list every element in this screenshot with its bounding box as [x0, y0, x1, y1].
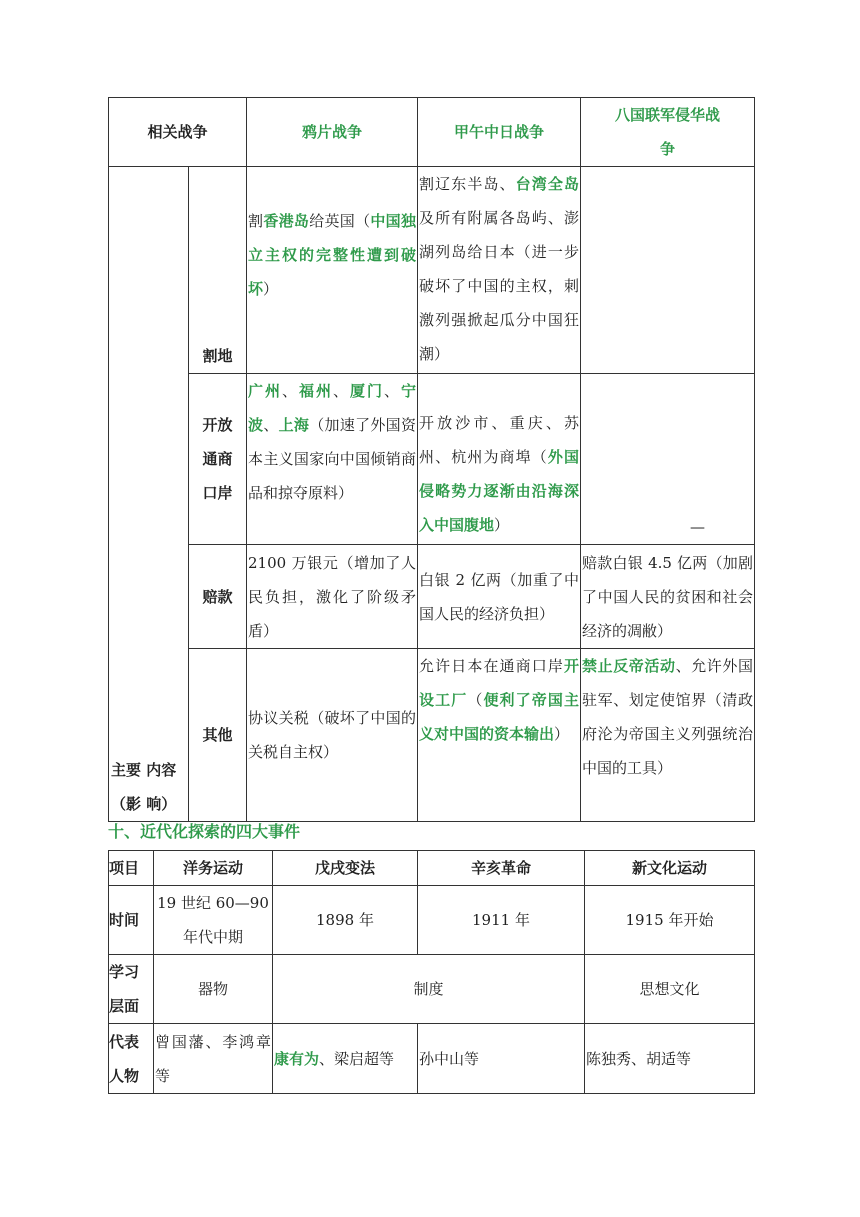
- header-self-strengthening: 洋务运动: [154, 851, 273, 886]
- row-label-ports: 开放通商口岸: [189, 374, 247, 545]
- cede-opium: 割香港岛给英国（中国独立主权的完整性遭到破坏）: [247, 167, 418, 374]
- level-institution: 制度: [273, 955, 585, 1024]
- people-revolution: 孙中山等: [418, 1024, 585, 1094]
- row-label-indemnity: 赔款: [189, 545, 247, 649]
- other-sino-japanese: 允许日本在通商口岸开设工厂（便利了帝国主义对中国的资本输出）: [418, 649, 581, 822]
- header-revolution: 辛亥革命: [418, 851, 585, 886]
- header-reform: 戊戌变法: [273, 851, 418, 886]
- cede-sino-japanese: 割辽东半岛、台湾全岛及所有附属各岛屿、澎湖列岛给日本（进一步破坏了中国的主权，刺激列强掀起瓜分中国狂潮）: [418, 167, 581, 374]
- row-label-time: 时间: [109, 886, 154, 955]
- row-label-level: 学习层面: [109, 955, 154, 1024]
- header-opium-war: 鸦片战争: [247, 98, 418, 167]
- other-eight-nation: 禁止反帝活动、允许外国驻军、划定使馆界（清政府沦为帝国主义列强统治中国的工具）: [581, 649, 755, 822]
- header-sino-japanese-war: 甲午中日战争: [418, 98, 581, 167]
- time-self-strengthening: 19 世纪 60—90 年代中期: [154, 886, 273, 955]
- war-treaty-table: [108, 97, 755, 822]
- people-new-culture: 陈独秀、胡适等: [585, 1024, 755, 1094]
- people-reform: 康有为、梁启超等: [273, 1024, 418, 1094]
- people-self-strengthening: 曾国藩、李鸿章等: [154, 1024, 273, 1094]
- indemnity-sino-japanese: 白银 2 亿两（加重了中国人民的经济负担）: [418, 545, 581, 649]
- indemnity-opium: 2100 万银元（增加了人民负担，激化了阶级矛盾）: [247, 545, 418, 649]
- section-title: 十、近代化探索的四大事件: [108, 822, 301, 841]
- header-related-war: 相关战争: [109, 98, 247, 167]
- row-label-cede: 割地: [189, 167, 247, 374]
- header-item: 项目: [109, 851, 154, 886]
- ports-opium: 广州、福州、厦门、宁波、上海（加速了外国资本主义国家向中国倾销商品和掠夺原料）: [247, 374, 418, 545]
- row-label-other: 其他: [189, 649, 247, 822]
- header-new-culture: 新文化运动: [585, 851, 755, 886]
- indemnity-eight-nation: 赔款白银 4.5 亿两（加剧了中国人民的贫困和社会经济的凋敝）: [581, 545, 755, 649]
- header-eight-nation-war: 八国联军侵华战争: [581, 98, 755, 167]
- cede-eight-nation: [581, 167, 755, 374]
- other-opium: 协议关税（破坏了中国的关税自主权）: [247, 649, 418, 822]
- modernization-table: [108, 850, 755, 1094]
- time-new-culture: 1915 年开始: [585, 886, 755, 955]
- time-reform: 1898 年: [273, 886, 418, 955]
- ports-eight-nation: —: [581, 374, 755, 545]
- level-new-culture: 思想文化: [585, 955, 755, 1024]
- ports-sino-japanese: 开放沙市、重庆、苏州、杭州为商埠（外国侵略势力逐渐由沿海深入中国腹地）: [418, 374, 581, 545]
- main-content-label: 主要 内容（影 响）: [109, 167, 189, 822]
- level-self-strengthening: 器物: [154, 955, 273, 1024]
- time-revolution: 1911 年: [418, 886, 585, 955]
- row-label-people: 代表人物: [109, 1024, 154, 1094]
